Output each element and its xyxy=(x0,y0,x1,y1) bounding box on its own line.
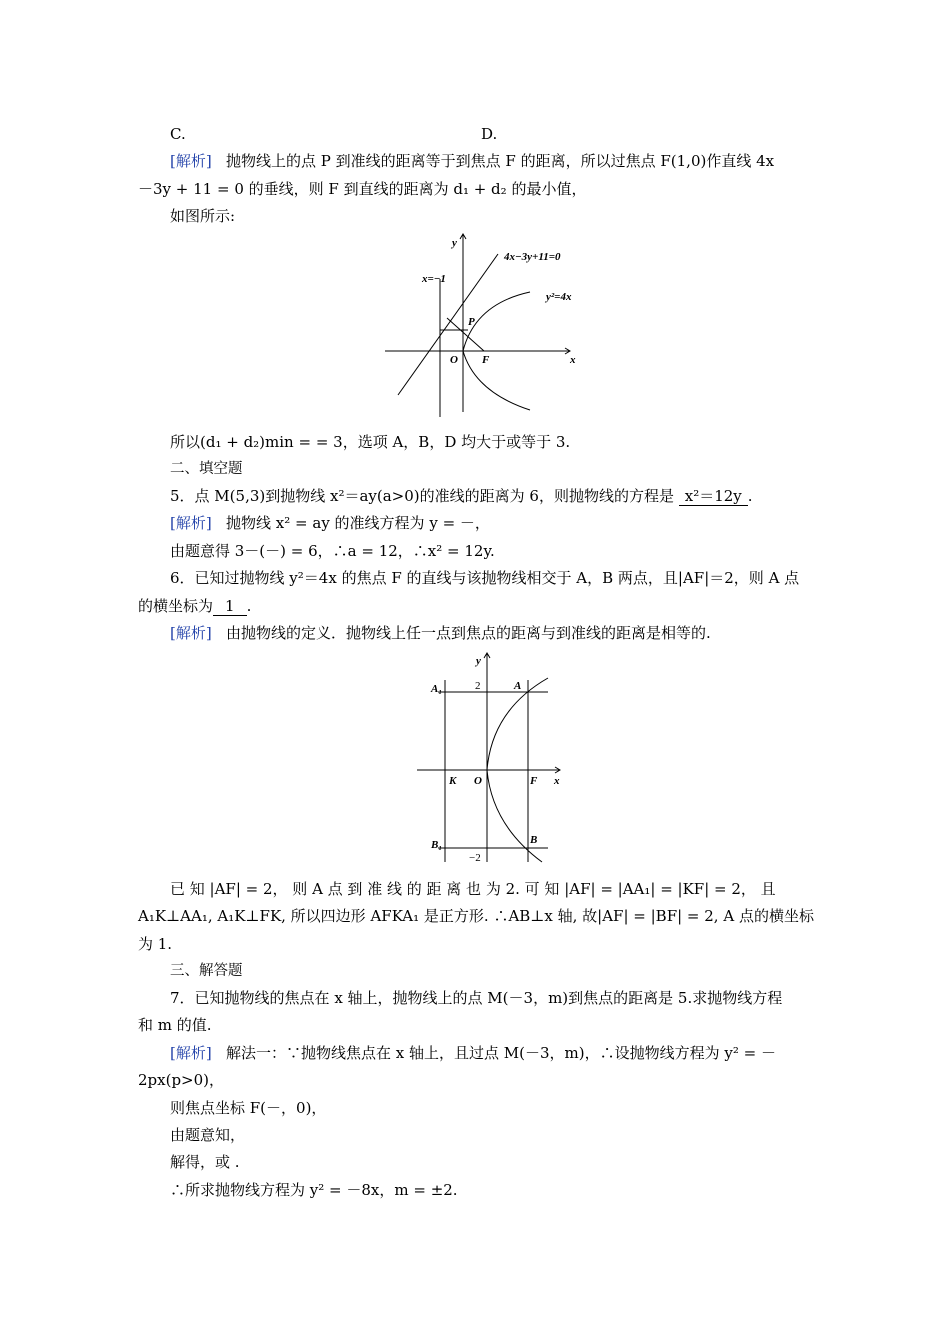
fig1-y-label: y xyxy=(452,237,457,249)
q5-answer: x²＝12y xyxy=(679,488,748,506)
q7-stem-line1: 7．已知抛物线的焦点在 x 轴上，抛物线上的点 M(－3，m)到焦点的距离是 5.求抛物线方程 xyxy=(170,989,783,1007)
q6-explain-line2: A₁K⊥AA₁, A₁K⊥FK, 所以四边形 AFKA₁ 是正方形. ∴AB⊥x 轴, 故|AF| = |BF| = 2, A 点的横坐标 xyxy=(138,907,814,925)
q7-solution-line3: 则焦点坐标 F(－，0)， xyxy=(170,1099,327,1117)
q7-solution-line1 xyxy=(170,1043,776,1063)
q6-stem-line2 xyxy=(138,596,251,616)
q4-solution-line3: 如图所示: xyxy=(170,207,236,225)
fig1-f-label: F xyxy=(482,354,490,366)
q5-sol-text1: 抛物线 x² = ay 的准线方程为 y = －， xyxy=(226,514,490,532)
fig1-line-eq: 4x−3y+11=0 xyxy=(504,251,561,263)
jiexi-tag: [解析] xyxy=(170,152,212,170)
fig2-f-label: F xyxy=(530,775,538,787)
fig2-a-label: A xyxy=(514,680,522,692)
q7-stem-line2: 和 m 的值. xyxy=(138,1016,212,1034)
option-d: D. xyxy=(481,125,498,143)
q4-text1: 抛物线上的点 P 到准线的距离等于到焦点 F 的距离，所以过焦点 F(1,0)作直线 4x xyxy=(226,152,775,170)
fig2-tick-2: 2 xyxy=(475,680,481,692)
q7-solution-line2: 2px(p>0)， xyxy=(138,1071,225,1089)
fig2-a1-label: A₁ xyxy=(431,683,443,695)
q6-explain-line3: 为 1. xyxy=(138,935,173,953)
fig2-x-label: x xyxy=(554,775,560,787)
q5-stem-end: . xyxy=(747,487,753,505)
jiexi-tag: [解析] xyxy=(170,624,212,642)
fig1-p-label: P xyxy=(468,316,475,328)
q7-sol-text1: 解法一：∵抛物线焦点在 x 轴上，且过点 M(－3，m)，∴设抛物线方程为 y² = － xyxy=(226,1044,776,1062)
q6-stem-end: . xyxy=(246,597,252,615)
section-fill-blank: 二、填空题 xyxy=(170,461,243,477)
q7-solution-line4: 由题意知， xyxy=(170,1126,246,1144)
fig1-o-label: O xyxy=(450,354,458,366)
q4-solution-line2: －3y + 11 = 0 的垂线，则 F 到直线的距离为 d₁ + d₂ 的最小值， xyxy=(138,180,587,198)
q4-conclusion: 所以(d₁ + d₂)min = = 3，选项 A，B，D 均大于或等于 3. xyxy=(170,433,571,451)
q4-solution-line1 xyxy=(170,151,774,171)
jiexi-tag: [解析] xyxy=(170,514,212,532)
q6-solution-line1 xyxy=(170,623,711,643)
q5-solution-line1 xyxy=(170,513,490,533)
fig2-o-label: O xyxy=(474,775,482,787)
q5-stem xyxy=(170,486,753,506)
perpendicular-segment xyxy=(447,318,484,351)
q7-solution-line6: ∴所求抛物线方程为 y² = －8x，m = ±2. xyxy=(170,1181,458,1199)
q5-solution-line2: 由题意得 3－(－) = 6，∴a = 12，∴x² = 12y. xyxy=(170,542,495,560)
fig1-directrix-eq: x=−1 xyxy=(422,273,446,285)
jiexi-tag: [解析] xyxy=(170,1044,212,1062)
fig2-tick-neg2: −2 xyxy=(469,852,481,864)
q7-solution-line5: 解得，或 . xyxy=(170,1153,240,1171)
q6-sol-text: 由抛物线的定义．抛物线上任一点到焦点的距离与到准线的距离是相等的. xyxy=(226,624,711,642)
fig2-y-label: y xyxy=(476,655,481,667)
q5-stem-text: 5．点 M(5,3)到抛物线 x²＝ay(a>0)的准线的距离为 6，则抛物线的方程是 xyxy=(170,487,674,505)
q6-answer: 1 xyxy=(213,598,247,616)
q6-stem-text: 的横坐标为 xyxy=(138,597,214,615)
fig2-b1-label: B₁ xyxy=(431,839,443,851)
fig1-parabola-eq: y²=4x xyxy=(546,291,572,303)
slanted-line xyxy=(398,254,498,395)
fig2-k-label: K xyxy=(449,775,457,787)
figure-focal-chord xyxy=(412,650,572,865)
section-solve: 三、解答题 xyxy=(170,963,243,979)
option-c: C. xyxy=(170,125,186,143)
q6-stem-line1: 6．已知过抛物线 y²＝4x 的焦点 F 的直线与该抛物线相交于 A，B 两点，且|AF|＝2，则 A 点 xyxy=(170,569,800,587)
fig2-b-label: B xyxy=(530,834,538,846)
q6-explain-line1: 已 知 |AF| = 2， 则 A 点 到 准 线 的 距 离 也 为 2. 可 知 |AF| = |AA₁| = |KF| = 2， 且 xyxy=(170,880,776,898)
fig1-x-label: x xyxy=(570,354,576,366)
figure-parabola-tangent xyxy=(380,232,590,422)
